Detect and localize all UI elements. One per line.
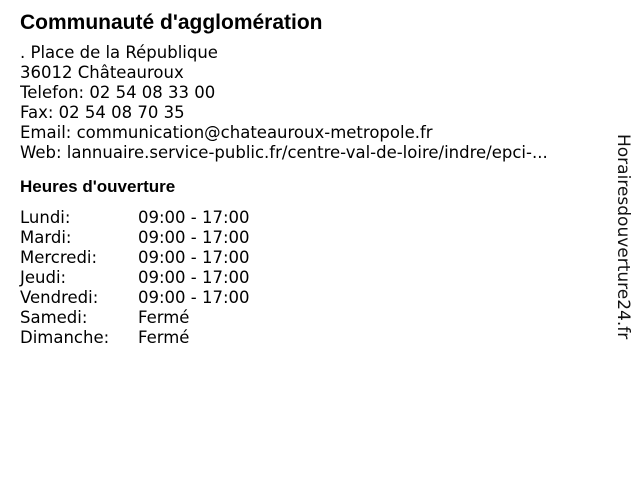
opening-hours-heading: Heures d'ouverture — [20, 177, 176, 196]
hours-row-sunday — [20, 328, 600, 348]
opening-hours-table — [20, 208, 600, 348]
hours-row-friday — [20, 288, 600, 308]
website-url: Web: lannuaire.service-public.fr/centre-val-de-loire/indre/epci-... — [20, 143, 548, 162]
day-label: Mercredi: — [20, 248, 98, 267]
day-hours: 09:00 - 17:00 — [138, 248, 250, 267]
business-name: Communauté d'agglomération — [20, 11, 323, 34]
day-hours: Fermé — [138, 328, 190, 347]
site-watermark: Horairesdouverture24.fr — [613, 134, 633, 340]
day-label: Dimanche: — [20, 328, 110, 347]
hours-row-thursday — [20, 268, 600, 288]
phone-number: Telefon: 02 54 08 33 00 — [20, 83, 216, 102]
day-label: Mardi: — [20, 228, 72, 247]
business-info-card — [20, 9, 600, 348]
contact-block — [20, 43, 600, 163]
day-hours: Fermé — [138, 308, 190, 327]
address-street: . Place de la République — [20, 43, 218, 62]
day-label: Jeudi: — [20, 268, 67, 287]
day-label: Vendredi: — [20, 288, 99, 307]
hours-row-tuesday — [20, 228, 600, 248]
hours-row-saturday — [20, 308, 600, 328]
email-address: Email: communication@chateauroux-metropole.fr — [20, 123, 433, 142]
day-hours: 09:00 - 17:00 — [138, 228, 250, 247]
hours-row-wednesday — [20, 248, 600, 268]
day-hours: 09:00 - 17:00 — [138, 288, 250, 307]
fax-number: Fax: 02 54 08 70 35 — [20, 103, 185, 122]
day-hours: 09:00 - 17:00 — [138, 268, 250, 287]
address-city: 36012 Châteauroux — [20, 63, 184, 82]
day-label: Samedi: — [20, 308, 88, 327]
day-label: Lundi: — [20, 208, 71, 227]
day-hours: 09:00 - 17:00 — [138, 208, 250, 227]
hours-row-monday — [20, 208, 600, 228]
